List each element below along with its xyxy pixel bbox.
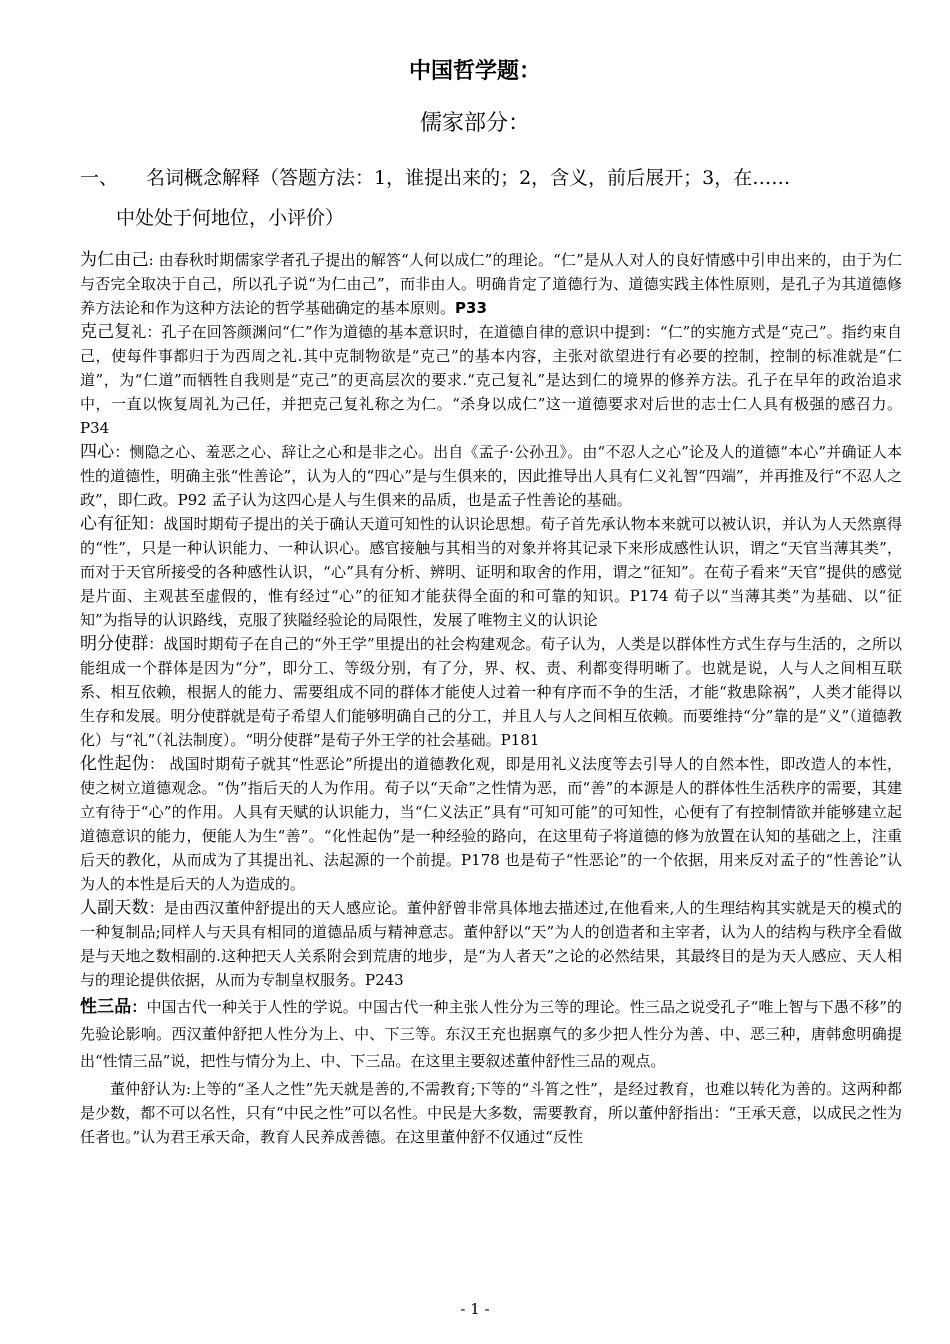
entry-text: ： 战国时期荀子就其“性恶论”所提出的道德教化观，即是用礼义法度等去引导人的自然本性，即改造人的本性，使之树立道德观念。“伪”指后天的人为作用。荀子以“天命”之性情为恶，而“善”的本源是人的群体性生活秩序的需要，其建立有待于“心”的作用。人具有天赋的认识能力，当“仁义法正”具有“可知可能”的可知性，心便有了有控制情欲并能够建立起道德意识的能力，便能人为生“善”。“化性起伪”是一种经验的路向，在这里荀子将道德的修为放置在认知的基础之上，注重后天的教化，从而成为了其提出礼、法起源的一个前提。P178 也是荀子“性恶论”的一个依据，用来反对孟子的“性善论”认为人的本性是后天的人为造成的。 [80,755,902,893]
entry-xing-san-pin-continued: 董仲舒认为:上等的“圣人之性”先天就是善的,不需教育;下等的“斗筲之性”，是经过教育，也难以转化为善的。这两种都是少数，都不可以名性，只有“中民之性”可以名性。中民是大多数，需要教育，所以董仲舒指出：“王承天意，以成民之性为任者也。”认为君王承天命，教育人民养成善德。在这里董仲舒不仅通过“反性 [80,1080,902,1146]
entry-text: ：是由西汉董仲舒提出的天人感应论。董仲舒曾非常具体地去描述过,在他看来,人的生理结构其实就是天的模式的一种复制品;同样人与天具有相同的道德品质与精神意志。董仲舒以“天”为人的创造者和主宰者，认为人的结构与秩序全看做是与天地之数相副的.这种把天人关系附会到荒唐的地步，是“为人者天”之论的必然结果，其最终目的是为天人感应、天人相与的理论提供依据，从而为专制皇权服务。P243 [80,899,902,989]
entry-xin-you-zheng-zhi [80,512,902,632]
entry-wei-ren-you-ji [80,248,902,320]
entry-xing-san-pin [80,994,902,1075]
entry-text: 中国古代一种关于人性的学说。中国古代一种主张人性分为三等的理论。性三品之说受孔子“唯上智与下愚不移”的先验论影响。西汉董仲舒把人性分为上、中、下三等。东汉王充也据禀气的多少把人性分为善、中、恶三种，唐韩愈明确提出“性情三品”说，把性与情分为上、中、下三品。在这里主要叙述董仲舒性三品的观点。 [80,998,903,1070]
document-title: 中国哲学题： [408,59,541,84]
entry-si-xin [80,440,902,512]
entry-term: 心有征知 [80,514,149,534]
entry-ren-fu-tian-shu [80,896,902,992]
page-number: - 1 - [460,1300,490,1318]
section-heading-line1: 名词概念解释（答题方法：1，谁提出来的；2，含义，前后展开；3，在…… [146,167,791,189]
entry-term: 人副天数 [80,898,149,918]
entry-term: 为仁由己 [80,250,149,270]
section-heading [80,158,910,238]
entry-term: 性三品 [80,997,132,1017]
entry-ke-ji-fu-li [80,320,902,440]
entry-term: 化性起伪 [80,754,150,774]
entry-text: ：战国时期荀子提出的关于确认天道可知性的认识论思想。荀子首先承认物本来就可以被认识，并认为人天然禀得的“性”，只是一种认识能力、一种认识心。感官接触与其相当的对象并将其记录下来形成感性认识，谓之“天官当薄其类”，而对于天官所接受的各种感性认识，“心”具有分析、辨明、证明和取舍的作用，谓之“征知”。在荀子看来“天官”提供的感觉是片面、主观甚至虚假的，惟有经过“心”的征知才能获得全面的和可靠的知识。P174 荀子以“当薄其类”为基础、以“征知”为指导的认识路线，克服了狭隘经验论的局限性，发展了唯物主义的认识论 [80,515,903,629]
entry-colon: ： [131,998,147,1016]
document-body [80,248,902,1149]
entry-text: ：战国时期荀子在自己的“外王学”里提出的社会构建观念。荀子认为，人类是以群体性方式生存与生活的，之所以能组成一个群体是因为“分”，即分工、等级分别，有了分，界、权、责、利都变得明晰了。也就是说，人与人之间相互联系、相互依赖，根据人的能力、需要组成不同的群体才能使人过着一种有序而不争的生活，才能“救患除祸”，人类才能得以生存和发展。明分使群就是荀子希望人们能够明确自己的分工，并且人与人之间相互依赖。而要维持“分”靠的是“义”（道德教化）与“礼”（礼法制度）。“明分使群”是荀子外王学的社会基础。P181 [80,635,903,749]
section-heading-line2: 中处处于何地位，小评价） [116,207,345,229]
entry-text: : 由春秋时期儒家学者孔子提出的解答“人何以成仁”的理论。“仁”是从人对人的良好情感中引申出来的，由于为仁与否完全取决于自己，所以孔子说“为仁由己”，而非由人。明确肯定了道德行为、道德实践主体性原则，是孔子为其道德修养方法论和作为这种方法论的哲学基础确定的基本原则。 [80,251,902,317]
entry-text: ：恻隐之心、羞恶之心、辞让之心和是非之心。出自《孟子·公孙丑》。由“不忍人之心”论及人的道德“本心”并确证人本性的道德性，明确主张“性善论”，认为人的“四心”是与生俱来的，因此推导出人具有仁义礼智“四端”，并再推及行“不忍人之政”，即仁政。P92 孟子认为这四心是人与生俱来的品质，也是孟子性善论的基础。 [80,443,902,509]
document-subtitle: 儒家部分： [419,111,530,136]
entry-term: 四心 [80,442,115,462]
entry-text: 礼：孔子在回答颜渊问“仁”作为道德的基本意识时，在道德自律的意识中提到：“仁”的实施方式是“克己”。指约束自己，使每件事都归于为西周之礼.其中克制物欲是“克己”的基本内容，主张对欲望进行有必要的控制，控制的标准就是“仁道”，为“仁道”而牺牲自我则是“克己”的更高层次的要求.“克己复礼”是达到仁的境界的修养方法。孔子在早年的政治追求中，一直以恢复周礼为己任，并把克己复礼称之为仁。“杀身以成仁”这一道德要求对后世的志士仁人具有极强的感召力。P34 [80,323,902,437]
section-number: 一、 [80,167,119,189]
entry-hua-xing-qi-wei [80,752,902,896]
entry-term: 明分使群 [80,634,149,654]
entry-page-ref: P33 [455,299,487,317]
entry-ming-fen-shi-qun [80,632,902,752]
entry-term: 克己复 [80,322,132,342]
